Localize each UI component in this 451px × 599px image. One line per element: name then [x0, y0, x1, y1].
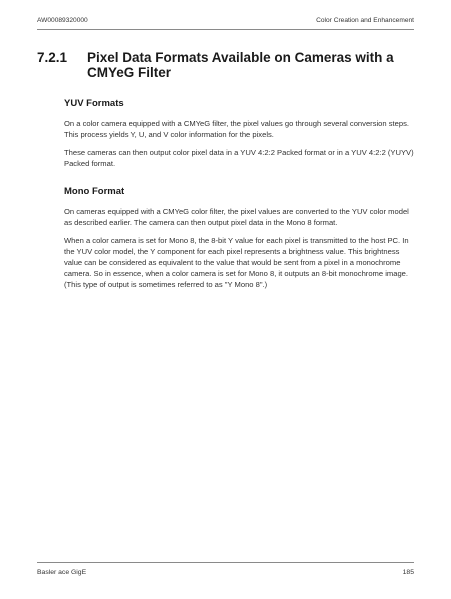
- page-footer: [37, 562, 414, 579]
- page-header: [37, 15, 414, 30]
- product-name: Basler ace GigE: [37, 569, 87, 576]
- mono-paragraph-1: On cameras equipped with a CMYeG color filter, the pixel values are converted to the YUV color model as described earlier. The camera can then output pixel data in the Mono 8 format.: [64, 207, 409, 227]
- main-content: [64, 98, 414, 290]
- mono-paragraph-2: When a color camera is set for Mono 8, the 8-bit Y value for each pixel is transmitted to the host PC. In the YUV color model, the Y component for each pixel represents a brightness value. This brightness value can be considered as equivalent to the value that would be sent from a pixel in a monochrome camera. So in essence, when a color camera is set for Mono 8, it outputs an 8-bit monochrome image. (This type of output is sometimes referred to as "Y Mono 8".): [64, 236, 409, 289]
- yuv-formats-heading: YUV Formats: [64, 98, 124, 109]
- section-number: 7.2.1: [37, 50, 68, 65]
- section-title: Pixel Data Formats Available on Cameras with a CMYeG Filter: [87, 50, 394, 80]
- yuv-paragraph-2: These cameras can then output color pixel data in a YUV 4:2:2 Packed format or in a YUV 4:2:2 (YUYV) Packed format.: [64, 148, 414, 168]
- page-number: 185: [402, 569, 414, 576]
- yuv-paragraph-1: On a color camera equipped with a CMYeG filter, the pixel values go through several conversion steps. This process yields Y, U, and V color information for the pixels.: [64, 119, 409, 139]
- mono-format-heading: Mono Format: [64, 186, 125, 197]
- document-id: AW00089320000: [37, 17, 88, 24]
- chapter-title: Color Creation and Enhancement: [316, 17, 414, 24]
